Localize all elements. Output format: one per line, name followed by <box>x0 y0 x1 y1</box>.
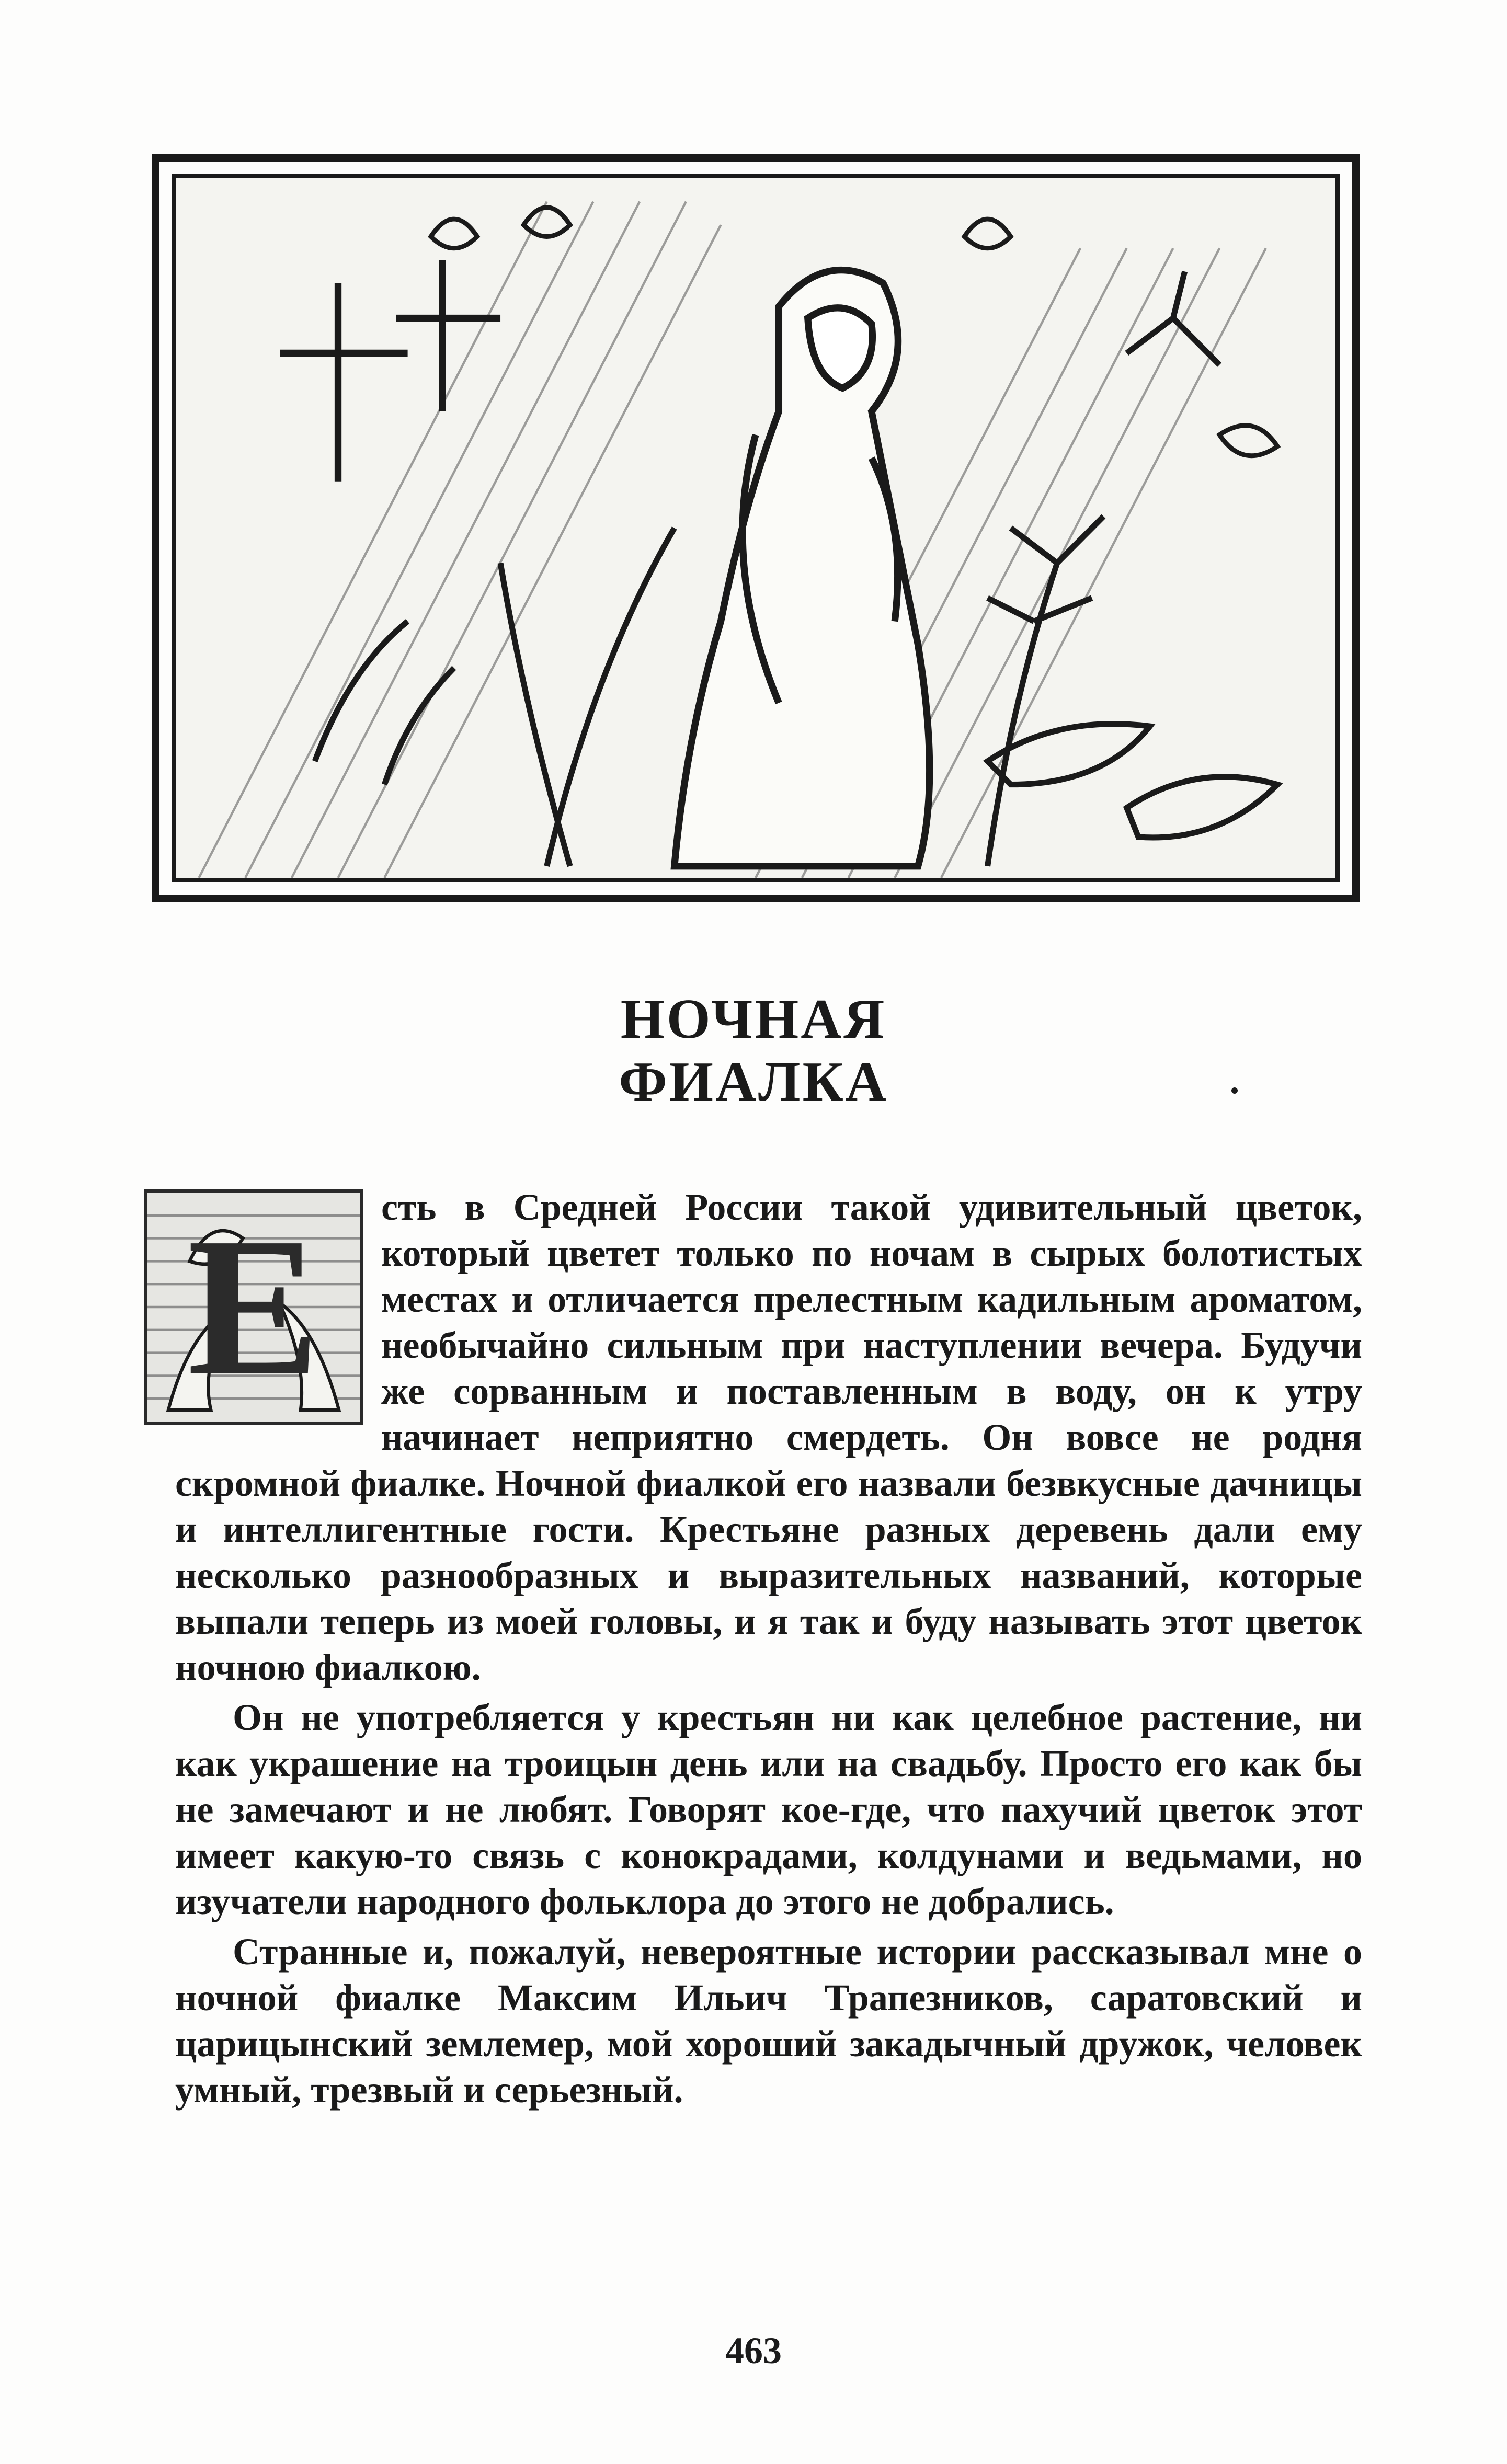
woodcut-illustration-icon <box>176 178 1335 878</box>
paragraph-2: Он не употребляется у крестьян ни как целебное растение, ни как украшение на троицын день или на свадьбу. Просто его как бы не замечают и не любят. Говорят кое-где, что пахучий цветок этот имеет какую-то связь с конокрадами, колдунами и ведьмами, но изучатели народного фольклора до этого не добрались. <box>175 1697 1362 1922</box>
body-text <box>175 1184 1362 2117</box>
illustration-inner-frame <box>172 174 1340 882</box>
drop-cap <box>144 1189 363 1425</box>
chapter-title <box>0 988 1507 1114</box>
page-number: 463 <box>725 2330 782 2371</box>
title-line-2: ФИАЛКА <box>619 1051 888 1113</box>
paragraph-1: сть в Средней России такой удивительный цветок, который цветет только по ночам в сырых болотистых местах и отличается прелестным кадильным ароматом, необычайно сильным при наступлении вечера. Будучи же сорванным и поставленным в воду, он к утру начинает неприятно смердеть. Он вовсе не родня скромной фиалке. Ночной фиалкой его назвали безвкусные дачницы и интеллигентные гости. Крестьяне разных деревень дали ему несколько разнообразных и выразительных названий, которые выпали теперь из моей головы, и я так и буду называть этот цветок ночною фиалкою. <box>175 1186 1362 1688</box>
drop-cap-letter: Е <box>187 1197 320 1417</box>
paragraph-3: Странные и, пожалуй, невероятные истории рассказывал мне о ночной фиалке Максим Ильич Трапезников, саратовский и царицынский землемер, мой хороший закадычный дружок, человек умный, трезвый и серьезный. <box>175 1931 1362 2111</box>
woodcut-illustration <box>152 154 1360 902</box>
title-line-1: НОЧНАЯ <box>620 988 887 1050</box>
title-dot-mark <box>1231 1087 1238 1094</box>
